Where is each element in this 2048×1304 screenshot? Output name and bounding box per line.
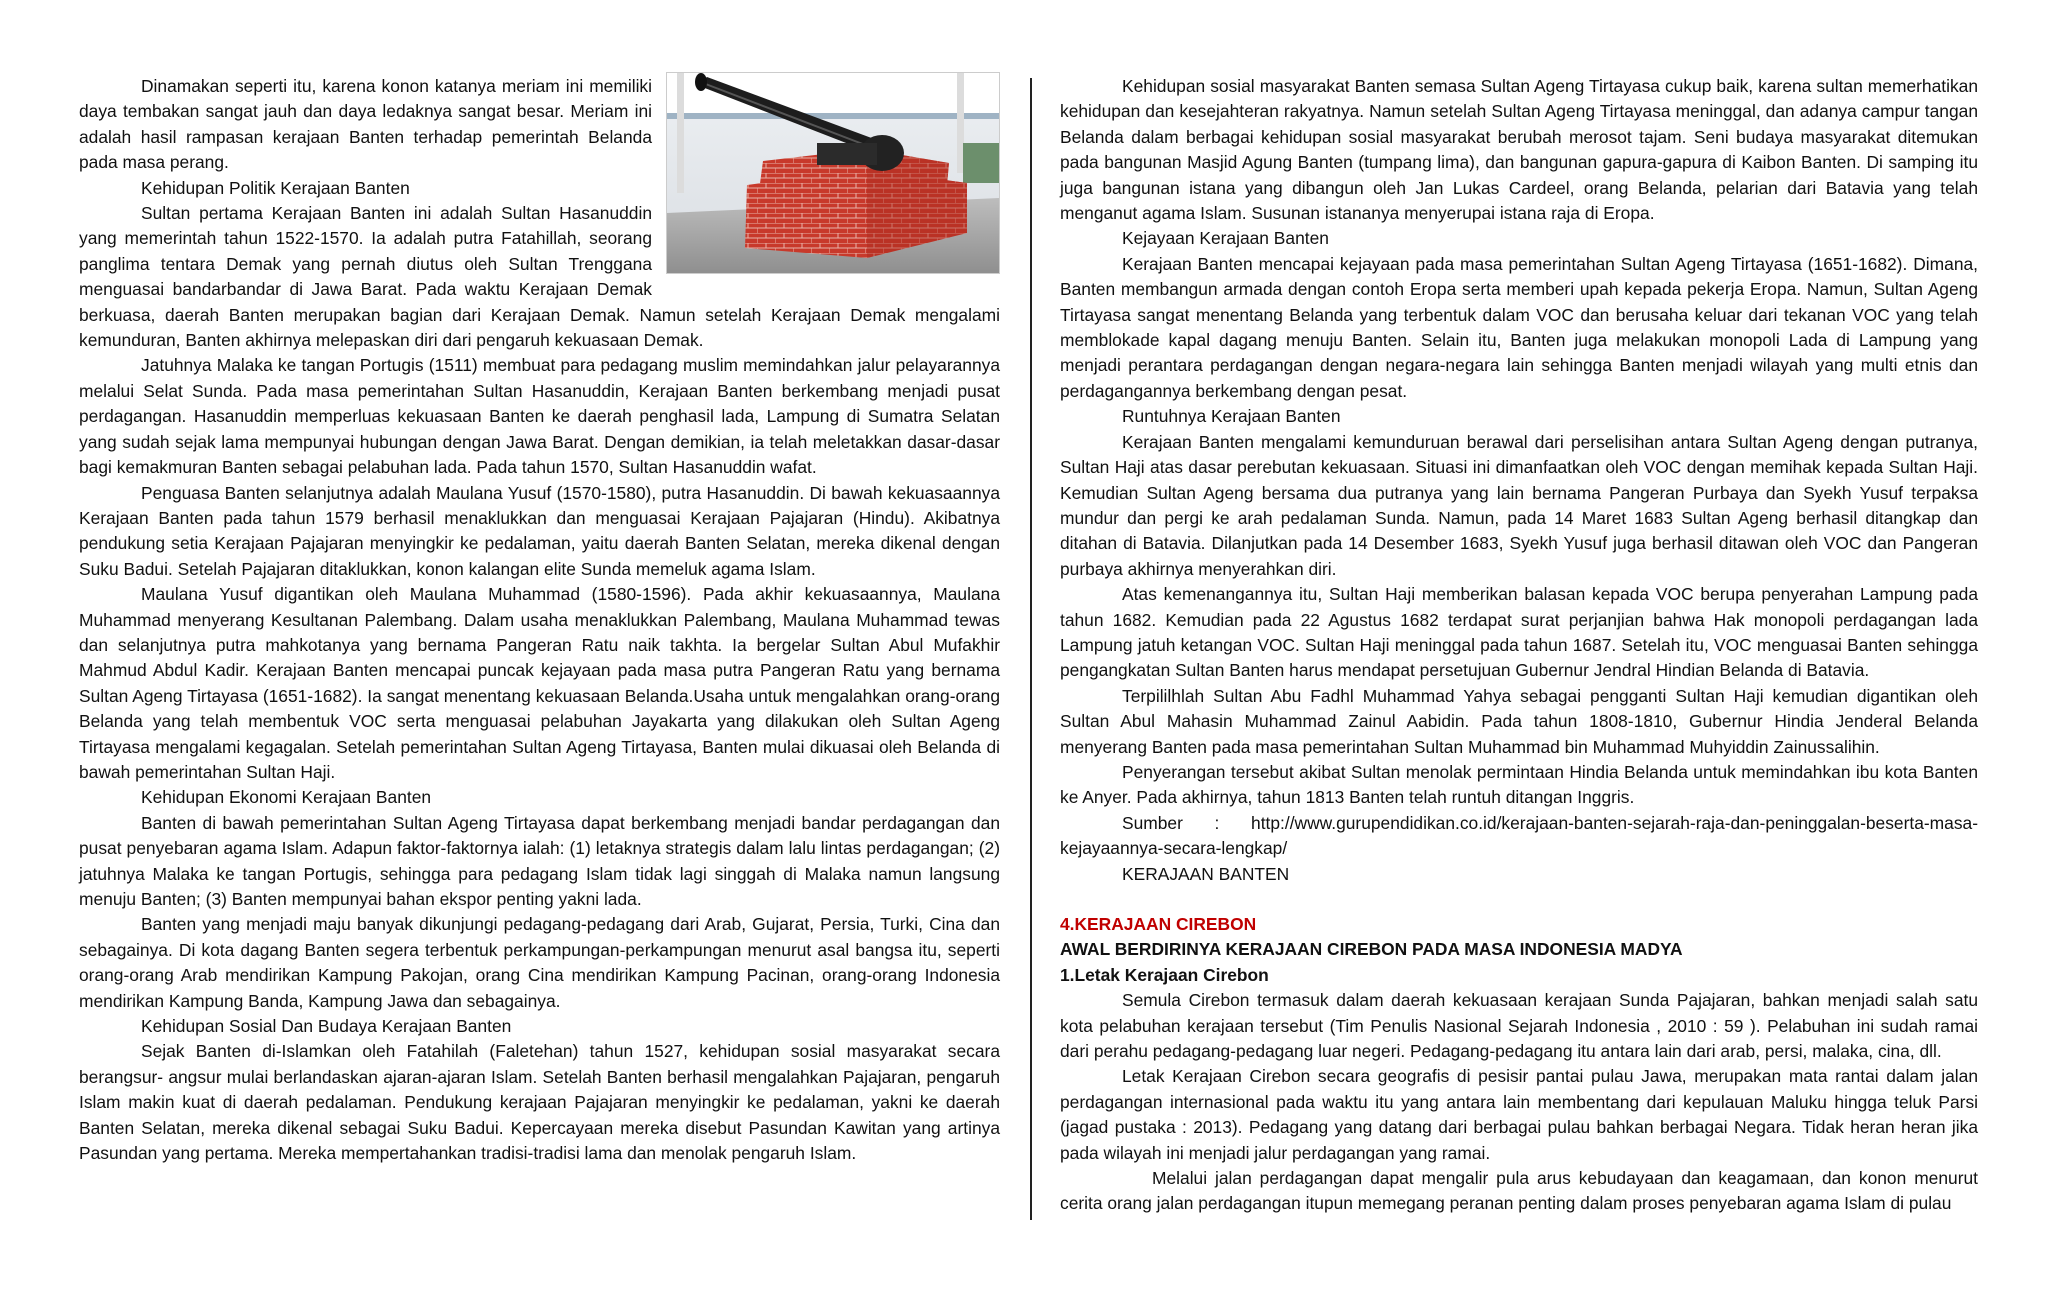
subtitle: AWAL BERDIRINYA KERAJAAN CIREBON PADA MASA INDONESIA MADYA (1060, 939, 1683, 960)
paragraph: Terpililhlah Sultan Abu Fadhl Muhammad Yahya sebagai pengganti Sultan Haji kemudian digantikan oleh Sultan Abul Mahasin Muhammad Zainul Aabidin. Pada tahun 1808-1810, Gubernur Hindia Jenderal Belanda menyerang Banten pada masa pemerintahan Sultan Muhammad bin Muhammad Muhyiddin Zainussalihin. (1060, 685, 1978, 757)
section-heading: Kehidupan Ekonomi Kerajaan Banten (141, 787, 432, 808)
paragraph: Maulana Yusuf digantikan oleh Maulana Muhammad (1580-1596). Pada akhir kekuasaannya, Maulana Muhammad menyerang Kesultanan Palembang. Dalam usaha menaklukkan Palembang, Maulana Muhammad tewas dan selanjutnya putra mahkotanya yang bernama Pangeran Ratu naik takhta. Ia bergelar Sultan Abul Mufakhir Mahmud Abdul Kadir. Kerajaan Banten mencapai puncak kejayaan pada masa putra Pangeran Ratu yang bernama Sultan Ageng Tirtayasa (1651-1682). Ia sangat menentang kekuasaan Belanda.Usaha untuk mengalahkan orang-orang Belanda yang telah membentuk VOC serta menguasai pelabuhan Jayakarta yang dilakukan oleh Sultan Ageng Tirtayasa mengalami kegagalan. Setelah pemerintahan Sultan Ageng Tirtayasa, Banten mulai dikuasai oleh Belanda di bawah pemerintahan Sultan Haji. (79, 584, 1000, 782)
paragraph: Atas kemenangannya itu, Sultan Haji memberikan balasan kepada VOC berupa penyerahan Lampung pada tahun 1682. Kemudian pada 22 Agustus 1682 terdapat surat perjanjian bahwa Hak monopoli perdagangan lada Lampung jatuh ketangan VOC. Sultan Haji meninggal pada tahun 1687. Setelah itu, VOC menguasai Banten sehingga pengangkatan Sultan Banten harus mendapat persetujuan Gubernur Jendral Hindian Belanda di Batavia. (1060, 584, 1978, 681)
section-title: 4.KERAJAAN CIREBON (1060, 914, 1257, 934)
paragraph: Kerajaan Banten mengalami kemunduruan berawal dari perselisihan antara Sultan Ageng dengan putranya, Sultan Haji atas dasar perebutan kekuasaan. Situasi ini dimanfaatkan oleh VOC dengan memihak kepada Sultan Haji. Kemudian Sultan Ageng bersama dua putranya yang lain bernama Pangeran Purbaya dan Syekh Yusuf terpaksa mundur dan pergi ke arah pedalaman Sunda. Namun, pada 14 Maret 1683 Sultan Ageng berhasil ditangkap dan ditahan di Batavia. Dilanjutkan pada 14 Desember 1683, Syekh Yusuf juga berhasil ditawan oleh VOC dan Pangeran purbaya akhirnya menyerahkan diri. (1060, 431, 1978, 579)
source-citation: Sumber : http://www.gurupendidikan.co.id/kerajaan-banten-sejarah-raja-dan-peninggalan-beserta-masa-kejayaannya-secara-lengkap/ (1060, 812, 1978, 859)
paragraph: Penyerangan tersebut akibat Sultan menolak permintaan Hindia Belanda untuk memindahkan ibu kota Banten ke Anyer. Pada akhirnya, tahun 1813 Banten telah runtuh ditangan Inggris. (1060, 761, 1978, 808)
column-divider (1030, 78, 1032, 1220)
paragraph: Banten yang menjadi maju banyak dikunjungi pedagang-pedagang dari Arab, Gujarat, Persia, Turki, Cina dan sebagainya. Di kota dagang Banten segera terbentuk perkampungan-perkampungan menurut asal bangsa itu, seperti orang-orang Arab mendirikan Kampung Pakojan, orang Cina mendirikan Kampung Pacinan, orang-orang Indonesia mendirikan Kampung Banda, Kampung Jawa dan sebagainya. (79, 914, 1000, 1011)
section-heading: Runtuhnya Kerajaan Banten (1122, 406, 1341, 427)
section-heading: Kejayaan Kerajaan Banten (1122, 228, 1329, 249)
paragraph: Kehidupan sosial masyarakat Banten semasa Sultan Ageng Tirtayasa cukup baik, karena sultan memerhatikan kehidupan dan kesejahteran rakyatnya. Namun setelah Sultan Ageng Tirtayasa meninggal, dan adanya campur tangan Belanda dalam berbagai kehidupan sosial masyarakat berubah merosot tajam. Seni budaya masyarakat ditemukan pada bangunan Masjid Agung Banten (tumpang lima), dan bangunan gapura-gapura di Kaibon Banten. Di samping itu juga bangunan istana yang dibangun oleh Jan Lukas Cardeel, orang Belanda, pelarian dari Batavia yang telah menganut agama Islam. Susunan istananya menyerupai istana raja di Eropa. (1060, 76, 1978, 224)
paragraph: Sultan pertama Kerajaan Banten ini adalah Sultan Hasanuddin yang memerintah tahun 1522-1570. Ia adalah putra Fatahillah, seorang panglima tentara Demak yang pernah diutus oleh Sultan Trenggana menguasai bandarbandar di Jawa Barat. Pada waktu Kerajaan Demak berkuasa, daerah Banten merupakan bagian dari Kerajaan Demak. Namun setelah Kerajaan Demak mengalami kemunduran, Banten akhirnya melepaskan diri dari pengaruh kekuasaan Demak. (79, 203, 1000, 351)
paragraph: Penguasa Banten selanjutnya adalah Maulana Yusuf (1570-1580), putra Hasanuddin. Di bawah kekuasaannya Kerajaan Banten pada tahun 1579 berhasil menaklukkan dan menguasai Kerajaan Pajajaran (Hindu). Akibatnya pendukung setia Kerajaan Pajajaran menyingkir ke pedalaman, yaitu daerah Banten Selatan, mereka dikenal dengan Suku Badui. Setelah Pajajaran ditaklukkan, konon kalangan elite Sunda memeluk agama Islam. (79, 482, 1000, 579)
subsection-heading: 1.Letak Kerajaan Cirebon (1060, 964, 1269, 985)
paragraph: Semula Cirebon termasuk dalam daerah kekuasaan kerajaan Sunda Pajajaran, bahkan menjadi salah satu kota pelabuhan kerajaan tersebut (Tim Penulis Nasional Sejarah Indonesia , 2010 : 59 ). Pelabuhan ini sudah ramai dari perahu pedagang-pedagang luar negeri. Pedagang-pedagang itu antara lain dari arab, persi, malaka, cina, dll. (1060, 990, 1978, 1062)
paragraph: Kerajaan Banten mencapai kejayaan pada masa pemerintahan Sultan Ageng Tirtayasa (1651-1682). Dimana, Banten membangun armada dengan contoh Eropa serta memberi upah kepada pekerja Eropa. Namun, Sultan Ageng Tirtayasa sangat menentang Belanda yang terbentuk dalam VOC dan berusaha keluar dari tekanan VOC yang telah memblokade kapal dagang menuju Banten. Selain itu, Banten juga melakukan monopoli Lada di Lampung yang menjadi perantara perdagangan dengan negara-negara lain sehingga Banten menjadi wilayah yang multi etnis dan perdagangannya berkembang dengan pesat. (1060, 253, 1978, 401)
paragraph: Melalui jalan perdagangan dapat mengalir pula arus kebudayaan dan keagamaan, dan konon menurut cerita orang jalan perdagangan itupun memegang peranan penting dalam proses penyebaran agama Islam di pulau (1060, 1168, 1978, 1214)
spacer (1060, 887, 1978, 912)
section-label: KERAJAAN BANTEN (1122, 863, 1290, 884)
paragraph: Jatuhnya Malaka ke tangan Portugis (1511) membuat para pedagang muslim memindahkan jalur pelayarannya melalui Selat Sunda. Pada masa pemerintahan Sultan Hasanuddin, Kerajaan Banten berkembang menjadi pusat perdagangan. Hasanuddin memperluas kekuasaan Banten ke daerah penghasil lada, Lampung di Sumatra Selatan yang sudah sejak lama mempunyai hubungan dengan Jawa Barat. Dengan demikian, ia telah meletakkan dasar-dasar bagi kemakmuran Banten sebagai pelabuhan lada. Pada tahun 1570, Sultan Hasanuddin wafat. (79, 355, 1000, 478)
left-column (79, 74, 1000, 1166)
section-heading: Kehidupan Politik Kerajaan Banten (141, 177, 410, 198)
paragraph: Sejak Banten di-Islamkan oleh Fatahilah (Faletehan) tahun 1527, kehidupan sosial masyarakat secara berangsur- angsur mulai berlandaskan ajaran-ajaran Islam. Setelah Banten berhasil mengalahkan Pajajaran, pengaruh Islam makin kuat di daerah pedalaman. Pendukung kerajaan Pajajaran menyingkir ke pedalaman, yakni ke daerah Banten Selatan, mereka dikenal sebagai Suku Badui. Kepercayaan mereka disebut Pasundan Kawitan yang artinya Pasundan yang pertama. Mereka mempertahankan tradisi-tradisi lama dan menolak pengaruh Islam. (79, 1041, 1000, 1164)
section-heading: Kehidupan Sosial Dan Budaya Kerajaan Banten (141, 1016, 512, 1037)
paragraph: Letak Kerajaan Cirebon secara geografis di pesisir pantai pulau Jawa, merupakan mata rantai dalam jalan perdagangan internasional pada waktu itu yang antara lain membentang dari kepulauan Maluku hingga teluk Parsi (jagad pustaka : 2013). Pedagang yang datang dari berbagai pulau bahkan berbagai Negara. Tidak heran heran jika pada wilayah ini menjadi jalur perdagangan yang ramai. (1060, 1066, 1978, 1163)
cannon-photo (666, 72, 1000, 274)
right-column (1060, 74, 1978, 1217)
paragraph: Banten di bawah pemerintahan Sultan Ageng Tirtayasa dapat berkembang menjadi bandar perdagangan dan pusat penyebaran agama Islam. Adapun faktor-faktornya ialah: (1) letaknya strategis dalam lalu lintas perdagangan; (2) jatuhnya Malaka ke tangan Portugis, sehingga para pedagang Islam tidak lagi singgah di Malaka namun langsung menuju Banten; (3) Banten mempunyai bahan ekspor penting yakni lada. (79, 812, 1000, 909)
paragraph: Dinamakan seperti itu, karena konon katanya meriam ini memiliki daya tembakan sangat jauh dan daya ledaknya sangat besar. Meriam ini adalah hasil rampasan kerajaan Banten terhadap pemerintah Belanda pada masa perang. (79, 76, 652, 173)
